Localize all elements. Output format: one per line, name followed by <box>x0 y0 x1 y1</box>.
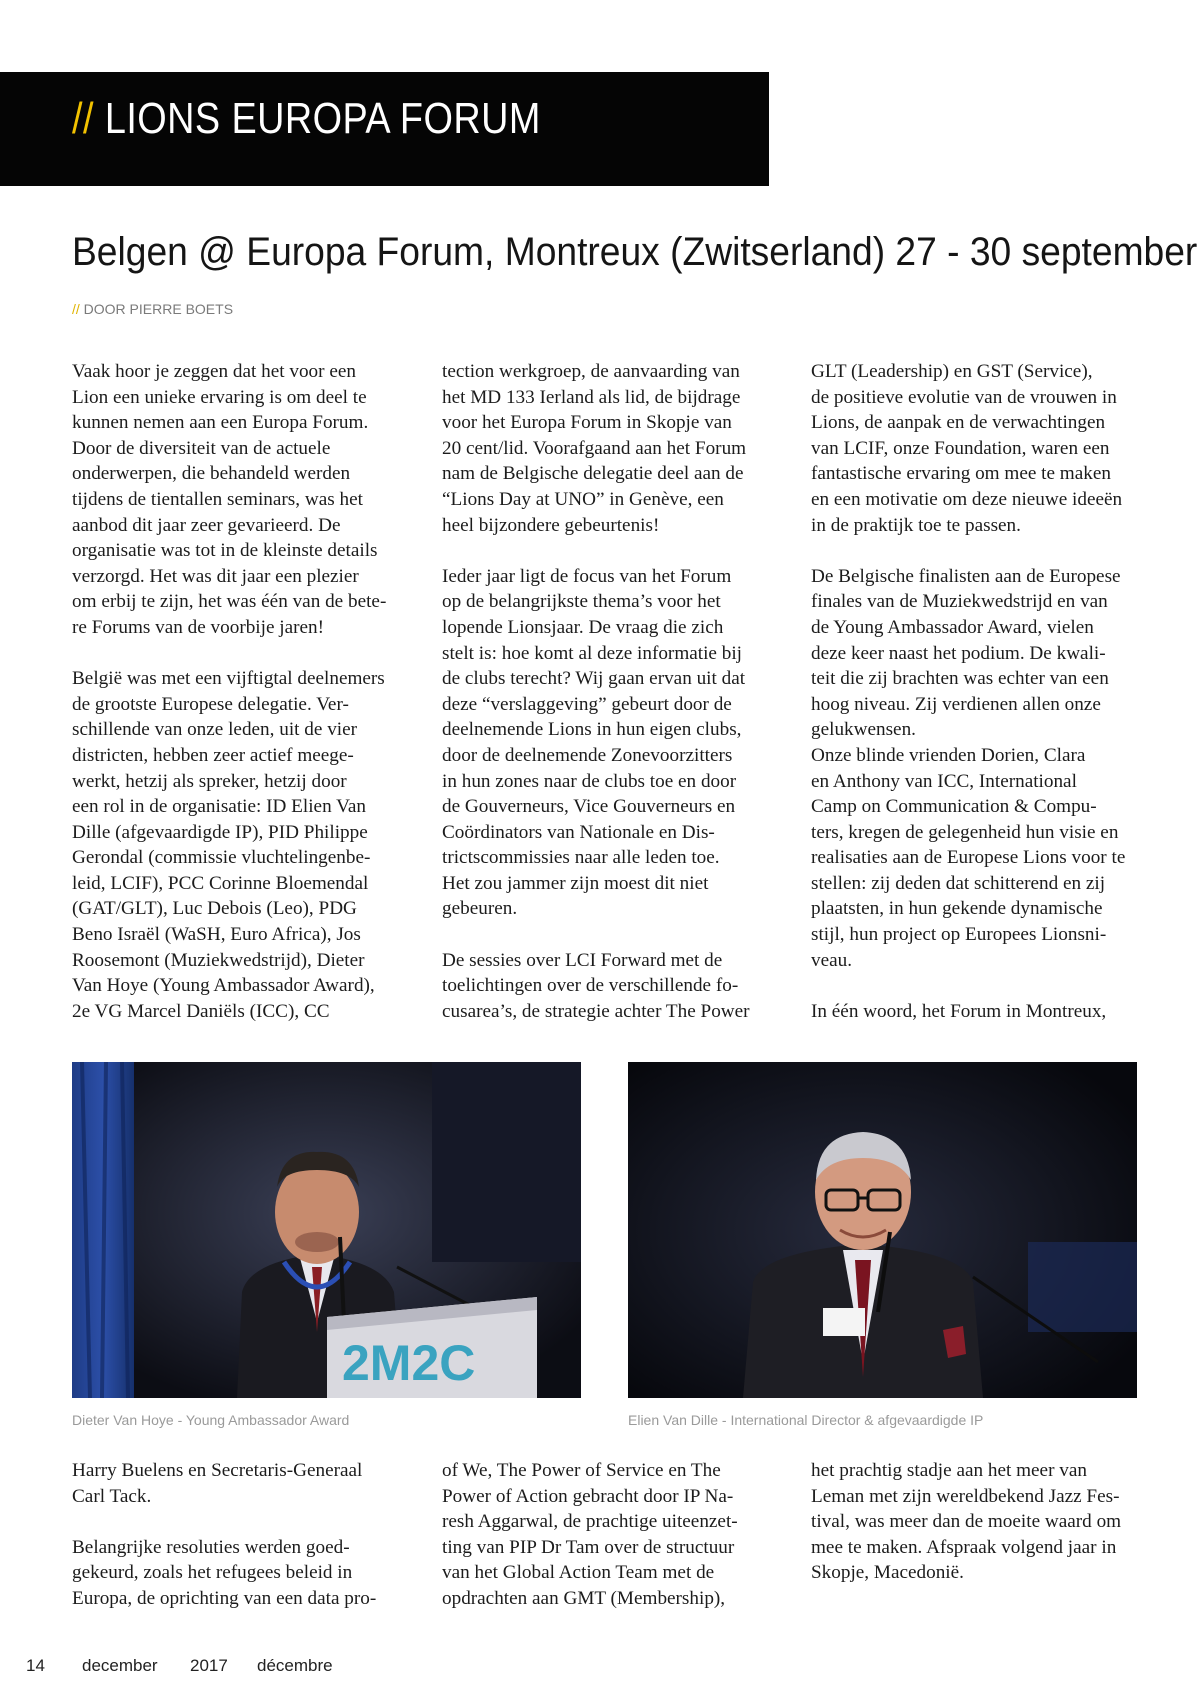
text-line: werkt, hetzij als spreker, hetzij door <box>72 770 347 792</box>
text-line: Power of Action gebracht door IP Na- <box>442 1485 734 1507</box>
text-line: aanbod dit jaar zeer gevarieerd. De <box>72 514 341 536</box>
text-line: (GAT/GLT), Luc Debois (Leo), PDG <box>72 898 357 920</box>
text-line: GLT (Leadership) en GST (Service), <box>811 361 1093 382</box>
text-line: Lion een unieke ervaring is om deel te <box>72 386 367 408</box>
photo-caption-1: Dieter Van Hoye - Young Ambassador Award <box>72 1412 350 1428</box>
footer-year: 2017 <box>190 1656 228 1675</box>
text-line: mee te maken. Afspraak volgend jaar in <box>811 1536 1117 1558</box>
text-line: tival, was meer dan de moeite waard om <box>811 1511 1122 1533</box>
text-line: In één woord, het Forum in Montreux, <box>811 1000 1107 1022</box>
footer-month-fr: décembre <box>257 1656 333 1675</box>
text-line: stelt is: hoe komt al deze informatie bij <box>442 642 742 664</box>
text-line: leid, LCIF), PCC Corinne Bloemendal <box>72 872 369 894</box>
byline-author: DOOR PIERRE BOETS <box>83 301 234 317</box>
text-line: ting van PIP Dr Tam over de structuur <box>442 1536 735 1558</box>
section-title <box>72 94 541 144</box>
article-headline: Belgen @ Europa Forum, Montreux (Zwitserland) 27 - 30 september <box>72 230 1198 274</box>
text-line: gelukwensen. <box>811 719 916 741</box>
text-line: Coördinators van Nationale en Dis- <box>442 821 715 843</box>
text-line: Belangrijke resoluties werden goed- <box>72 1536 350 1558</box>
paragraph-gap <box>811 973 1141 999</box>
text-line: Onze blinde vrienden Dorien, Clara <box>811 744 1086 766</box>
text-line: de positieve evolutie van de vrouwen in <box>811 386 1117 408</box>
text-line: deze keer naast het podium. De kwali- <box>811 642 1106 664</box>
text-line: de grootste Europese delegatie. Ver- <box>72 693 349 715</box>
text-line: op de belangrijkste thema’s voor het <box>442 591 721 613</box>
text-line: om erbij te zijn, het was één van de bete- <box>72 591 387 613</box>
text-line: Beno Israël (WaSH, Euro Africa), Jos <box>72 924 361 946</box>
text-line: in de praktijk toe te passen. <box>811 514 1021 536</box>
text-line: toelichtingen over de verschillende fo- <box>442 975 739 997</box>
paragraph-gap <box>442 538 772 564</box>
text-line: heel bijzondere gebeurtenis! <box>442 514 660 536</box>
text-line: Lions, de aanpak en de verwachtingen <box>811 412 1106 434</box>
text-line: de Gouverneurs, Vice Gouverneurs en <box>442 796 736 818</box>
text-line: fantastische ervaring om mee te maken <box>811 463 1111 485</box>
text-line: en Anthony van ICC, International <box>811 770 1077 792</box>
text-line: re Forums van de voorbije jaren! <box>72 616 325 638</box>
text-column-3 <box>811 359 1141 1024</box>
text-line: trictscommissies naar alle leden toe. <box>442 847 720 869</box>
text-line: Carl Tack. <box>72 1485 152 1507</box>
text-line: Vaak hoor je zeggen dat het voor een <box>72 361 356 382</box>
text-line: de clubs terecht? Wij gaan ervan uit dat <box>442 668 746 690</box>
text-line: België was met een vijftigtal deelnemers <box>72 668 385 690</box>
text-line: de Young Ambassador Award, vielen <box>811 616 1094 638</box>
text-line: het MD 133 Ierland als lid, de bijdrage <box>442 386 741 408</box>
text-line: plaatsten, in hun gekende dynamische <box>811 898 1103 920</box>
paragraph-gap <box>72 641 402 667</box>
banner-slashes: // <box>72 94 94 143</box>
text-line: Camp on Communication & Compu- <box>811 796 1097 818</box>
text-column-2-continued <box>442 1458 772 1612</box>
text-line: Van Hoye (Young Ambassador Award), <box>72 975 375 997</box>
text-line: districten, hebben zeer actief meege- <box>72 744 354 766</box>
text-line: “Lions Day at UNO” in Genève, een <box>442 488 724 510</box>
text-column-3-continued <box>811 1458 1141 1586</box>
text-line: tijdens de tientallen seminars, was het <box>72 488 363 510</box>
byline <box>72 301 233 317</box>
text-line: schillende van onze leden, uit de vier <box>72 719 358 741</box>
page-number: 14 <box>26 1656 45 1675</box>
paragraph-gap <box>811 538 1141 564</box>
text-line: stellen: zij deden dat schitterend en zij <box>811 872 1106 894</box>
text-line: voor het Europa Forum in Skopje van <box>442 412 732 434</box>
text-line: Harry Buelens en Secretaris-Generaal <box>72 1460 363 1481</box>
podium-logo-text: 2M2C <box>342 1335 476 1391</box>
photo-dieter-van-hoye <box>72 1062 581 1398</box>
text-column-1-continued <box>72 1458 402 1612</box>
text-line: Europa, de oprichting van een data pro- <box>72 1587 377 1609</box>
text-line: tection werkgroep, de aanvaarding van <box>442 361 740 382</box>
text-line: of We, The Power of Service en The <box>442 1460 721 1481</box>
text-line: en een motivatie om deze nieuwe ideeën <box>811 488 1123 510</box>
text-line: gebeuren. <box>442 898 518 920</box>
text-line: De Belgische finalisten aan de Europese <box>811 565 1121 587</box>
text-line: Leman met zijn wereldbekend Jazz Fes- <box>811 1485 1120 1507</box>
text-line: teit die zij brachten was echter van een <box>811 668 1109 690</box>
text-line: 20 cent/lid. Voorafgaand aan het Forum <box>442 437 747 459</box>
text-column-2 <box>442 359 772 1024</box>
banner-title: LIONS EUROPA FORUM <box>104 94 541 143</box>
text-line: resh Aggarwal, de prachtige uiteenzet- <box>442 1511 738 1533</box>
footer-month: december <box>82 1656 158 1675</box>
text-line: Gerondal (commissie vluchtelingenbe- <box>72 847 371 869</box>
photo-caption-2: Elien Van Dille - International Director & afgevaardigde IP <box>628 1412 984 1428</box>
text-line: verzorgd. Het was dit jaar een plezier <box>72 565 359 587</box>
text-line: het prachtig stadje aan het meer van <box>811 1460 1087 1481</box>
text-line: ters, kregen de gelegenheid hun visie en <box>811 821 1119 843</box>
text-line: realisaties aan de Europese Lions voor te <box>811 847 1126 869</box>
text-line: van het Global Action Team met de <box>442 1562 715 1584</box>
text-line: veau. <box>811 949 853 971</box>
text-line: 2e VG Marcel Daniëls (ICC), CC <box>72 1000 330 1022</box>
paragraph-gap <box>72 1509 402 1535</box>
byline-slashes: // <box>72 301 80 317</box>
photo-image <box>72 1062 581 1398</box>
photo-image <box>628 1062 1137 1398</box>
text-line: organisatie was tot in de kleinste details <box>72 540 378 562</box>
text-line: De sessies over LCI Forward met de <box>442 949 723 971</box>
text-line: Dille (afgevaardigde IP), PID Philippe <box>72 821 368 843</box>
text-line: een rol in de organisatie: ID Elien Van <box>72 796 366 818</box>
text-line: gekeurd, zoals het refugees beleid in <box>72 1562 353 1584</box>
text-line: lopende Lionsjaar. De vraag die zich <box>442 616 724 638</box>
text-line: finales van de Muziekwedstrijd en van <box>811 591 1108 613</box>
text-line: in hun zones naar de clubs toe en door <box>442 770 737 792</box>
section-banner <box>0 72 769 186</box>
text-line: onderwerpen, die behandeld werden <box>72 463 351 485</box>
paragraph-gap <box>442 922 772 948</box>
text-line: Roosemont (Muziekwedstrijd), Dieter <box>72 949 365 971</box>
text-line: opdrachten aan GMT (Membership), <box>442 1587 726 1609</box>
text-line: deze “verslaggeving” gebeurt door de <box>442 693 732 715</box>
text-line: Ieder jaar ligt de focus van het Forum <box>442 565 732 587</box>
text-line: door de deelnemende Zonevoorzitters <box>442 744 733 766</box>
text-line: hoog niveau. Zij verdienen allen onze <box>811 693 1101 715</box>
text-line: cusarea’s, de strategie achter The Power <box>442 1000 750 1022</box>
text-line: Door de diversiteit van de actuele <box>72 437 331 459</box>
text-column-1 <box>72 359 402 1024</box>
text-line: Het zou jammer zijn moest dit niet <box>442 872 709 894</box>
text-line: kunnen nemen aan een Europa Forum. <box>72 412 369 434</box>
text-line: deelnemende Lions in hun eigen clubs, <box>442 719 742 741</box>
text-line: nam de Belgische delegatie deel aan de <box>442 463 744 485</box>
text-line: Skopje, Macedonië. <box>811 1562 964 1584</box>
photo-elien-van-dille <box>628 1062 1137 1398</box>
text-line: stijl, hun project op Europees Lionsni- <box>811 924 1107 946</box>
text-line: van LCIF, onze Foundation, waren een <box>811 437 1110 459</box>
